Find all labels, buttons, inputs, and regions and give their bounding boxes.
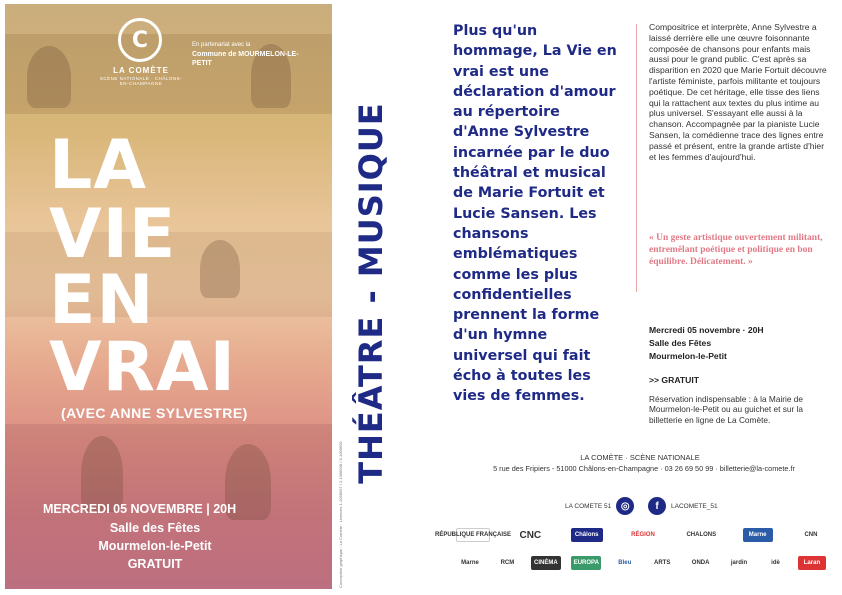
poster-price: GRATUIT [127,557,183,571]
poster-date: MERCREDI 05 NOVEMBRE | 20H [43,502,237,516]
poster-subtitle: (AVEC ANNE SYLVESTRE) [61,405,248,421]
partner-logos-row-2 [456,556,826,570]
poster-town: Mourmelon-le-Petit [98,539,212,553]
column-divider [636,24,637,292]
footer-address: 5 rue des Fripiers - 51000 Châlons-en-Champagne · 03 26 69 50 99 · billetterie@la-comete.fr [493,464,795,473]
partner-logo: CNC [519,529,542,541]
event-date: Mercredi 05 novembre · 20H [649,325,764,335]
photo-figure-singer-1 [81,436,123,512]
partner-logo: CNN [804,532,818,538]
press-quote: « Un geste artistique ouvertement militant, entremêlant poétique et politique en bon équilibre. Délicatement. » [649,233,823,268]
facebook-icon: f [648,497,666,515]
instagram-icon: ◎ [616,497,634,515]
partner-logo: CHALONS [686,532,717,538]
title-line-4: VRAI [49,328,236,407]
category-vertical: THÉÂTRE - MUSIQUE [352,102,390,484]
partner-logos-row-1 [435,528,826,542]
poster [5,4,332,589]
social-instagram[interactable] [565,497,634,515]
partner-logo: EUROPA [571,556,601,570]
partner-logo: ONDA [691,560,710,566]
photo-figure-face [200,240,240,298]
social-facebook-label: LACOMETE_51 [671,502,718,510]
logo-subtitle: SCÈNE NATIONALE · CHÂLONS-EN-CHAMPAGNE [99,76,183,86]
event-price: >> GRATUIT [649,375,699,385]
event-town: Mourmelon-le-Petit [649,351,727,361]
partner-logo: idè [771,560,780,566]
partner-logo: Bleu [618,560,632,566]
title-line-3: EN [49,261,155,340]
partner-logo: Laran [798,556,826,570]
la-comete-logo-icon: C [118,18,162,62]
social-facebook[interactable] [648,497,718,515]
partner-logo: RCM [500,560,515,566]
partner-label: En partenariat avec la [192,42,251,48]
social-instagram-label: LA COMETE 51 [565,502,612,510]
main-text: Plus qu'un hommage, La Vie en vrai est une déclaration d'amour au répertoire d'Anne Sylvestre incarnée par le duo théâtral et musical de Marie Fortuit et Lucie Sansen. Les chansons emblématiques comme les plus confidentielles prennent la forme d'un hymne universel qui fait écho à toutes les vies de femmes. [453,23,617,405]
partner-logo: RÉGION [631,532,655,538]
show-description: Compositrice et interprète, Anne Sylvestre a laissé derrière elle une œuvre foisonnante composée de chansons pour enfants mais aussi pour le grand public. C'est après sa disparition en 2020 que Marie Fortuit découvre l'artiste féministe, parfois militante et toujours poétique. De cet héritage, elle tisse des liens qui la rattachent aux textes du plus intime au plus universel. S'essayant elle aussi à la chanson. Accompagnée par la pianiste Lucie Sansen, la comédienne trace des lignes entre passé et présent, entre la grande artiste d'hier et les femmes d'aujourd'hui. [649,22,827,162]
poster-venue: Salle des Fêtes [109,521,201,535]
photo-figure-pianist [27,46,71,108]
partner-name: Commune de MOURMELON-LE-PETIT [192,51,299,67]
title-line-2: VIE [49,195,177,274]
partner-logo: CINÉMA [531,556,561,570]
partner-logo: Châlons [571,528,603,542]
partner-logo: Marne [743,528,773,542]
logo-name: LA COMÈTE [113,66,169,75]
partner-logo: RÉPUBLIQUE FRANÇAISE [456,528,490,542]
footer-title: LA COMÈTE · SCÈNE NATIONALE [580,453,700,462]
reservation-info: Réservation indispensable : à la Mairie de Mourmelon-le-Petit ou au guichet et sur la billetterie en ligne de La Comète. [649,394,804,425]
partner-logo: ARTS [654,560,671,566]
title-line-1: LA [49,126,147,205]
poster-credit: Conception graphique : La Comète · Licences 1-1068607 / 2-1068608 / 3-1068609 [338,441,343,588]
partner-logo: Marne [461,560,479,566]
partner-logo: jardin [730,560,748,566]
event-venue: Salle des Fêtes [649,338,712,348]
